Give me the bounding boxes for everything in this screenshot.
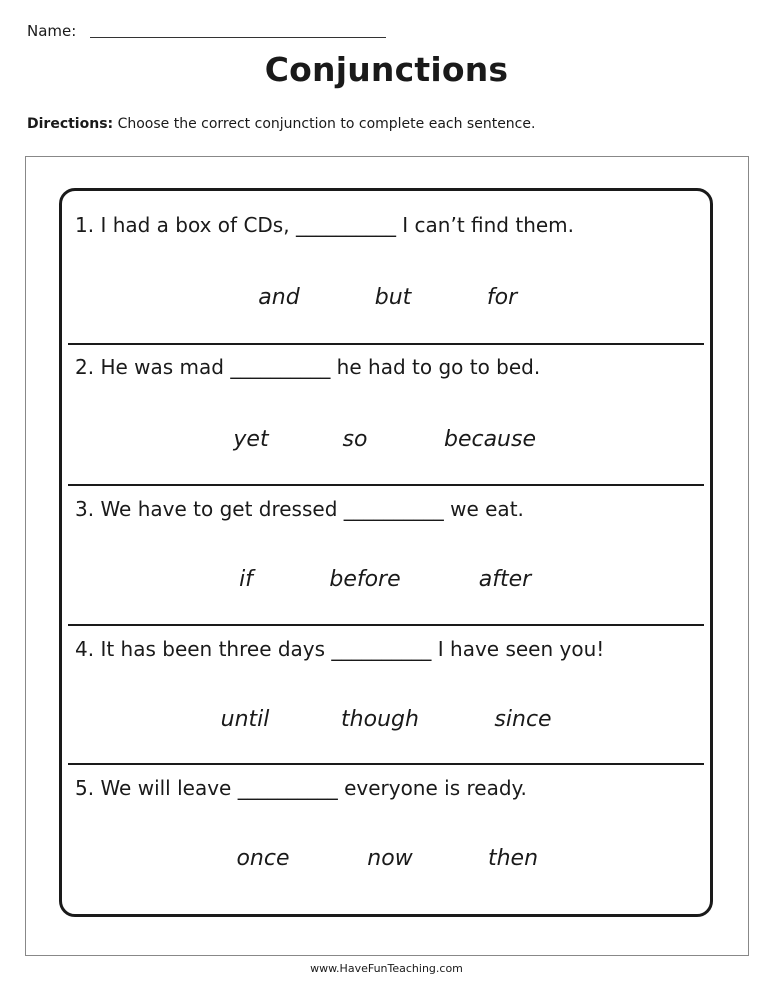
divider-3 <box>68 624 704 626</box>
question-4-choice-1[interactable]: until <box>220 707 270 732</box>
question-2-sentence: 2. He was mad __________ he had to go to bed. <box>75 355 541 379</box>
question-1-choice-2[interactable]: but <box>374 285 412 310</box>
question-3-choice-1[interactable]: if <box>239 567 253 592</box>
directions <box>27 116 535 132</box>
footer-website: www.HaveFunTeaching.com <box>310 962 463 975</box>
question-4-choice-2[interactable]: though <box>341 707 419 732</box>
name-label: Name: <box>27 22 77 40</box>
page-title: Conjunctions <box>264 50 509 89</box>
question-2-choice-3[interactable]: because <box>443 427 537 452</box>
question-2-choice-1[interactable]: yet <box>233 427 269 452</box>
question-5-sentence: 5. We will leave __________ everyone is ready. <box>75 776 527 800</box>
question-1-choice-1[interactable]: and <box>258 285 300 310</box>
question-5-choice-2[interactable]: now <box>367 846 413 871</box>
divider-1 <box>68 343 704 345</box>
question-4-choice-3[interactable]: since <box>494 707 552 732</box>
directions-text: Choose the correct conjunction to complete each sentence. <box>113 116 536 132</box>
question-3-sentence: 3. We have to get dressed __________ we eat. <box>75 497 524 521</box>
directions-label: Directions: <box>27 116 114 132</box>
question-3-choice-2[interactable]: before <box>329 567 401 592</box>
question-3-choice-3[interactable]: after <box>478 567 532 592</box>
question-5-choice-1[interactable]: once <box>236 846 290 871</box>
divider-4 <box>68 763 704 765</box>
question-4-sentence: 4. It has been three days __________ I have seen you! <box>75 637 605 661</box>
question-5-choice-3[interactable]: then <box>487 846 539 871</box>
question-1-sentence: 1. I had a box of CDs, __________ I can’t find them. <box>75 213 575 237</box>
divider-2 <box>68 484 704 486</box>
question-1-choice-3[interactable]: for <box>486 285 518 310</box>
name-field-line[interactable] <box>90 37 386 38</box>
question-2-choice-2[interactable]: so <box>342 427 368 452</box>
